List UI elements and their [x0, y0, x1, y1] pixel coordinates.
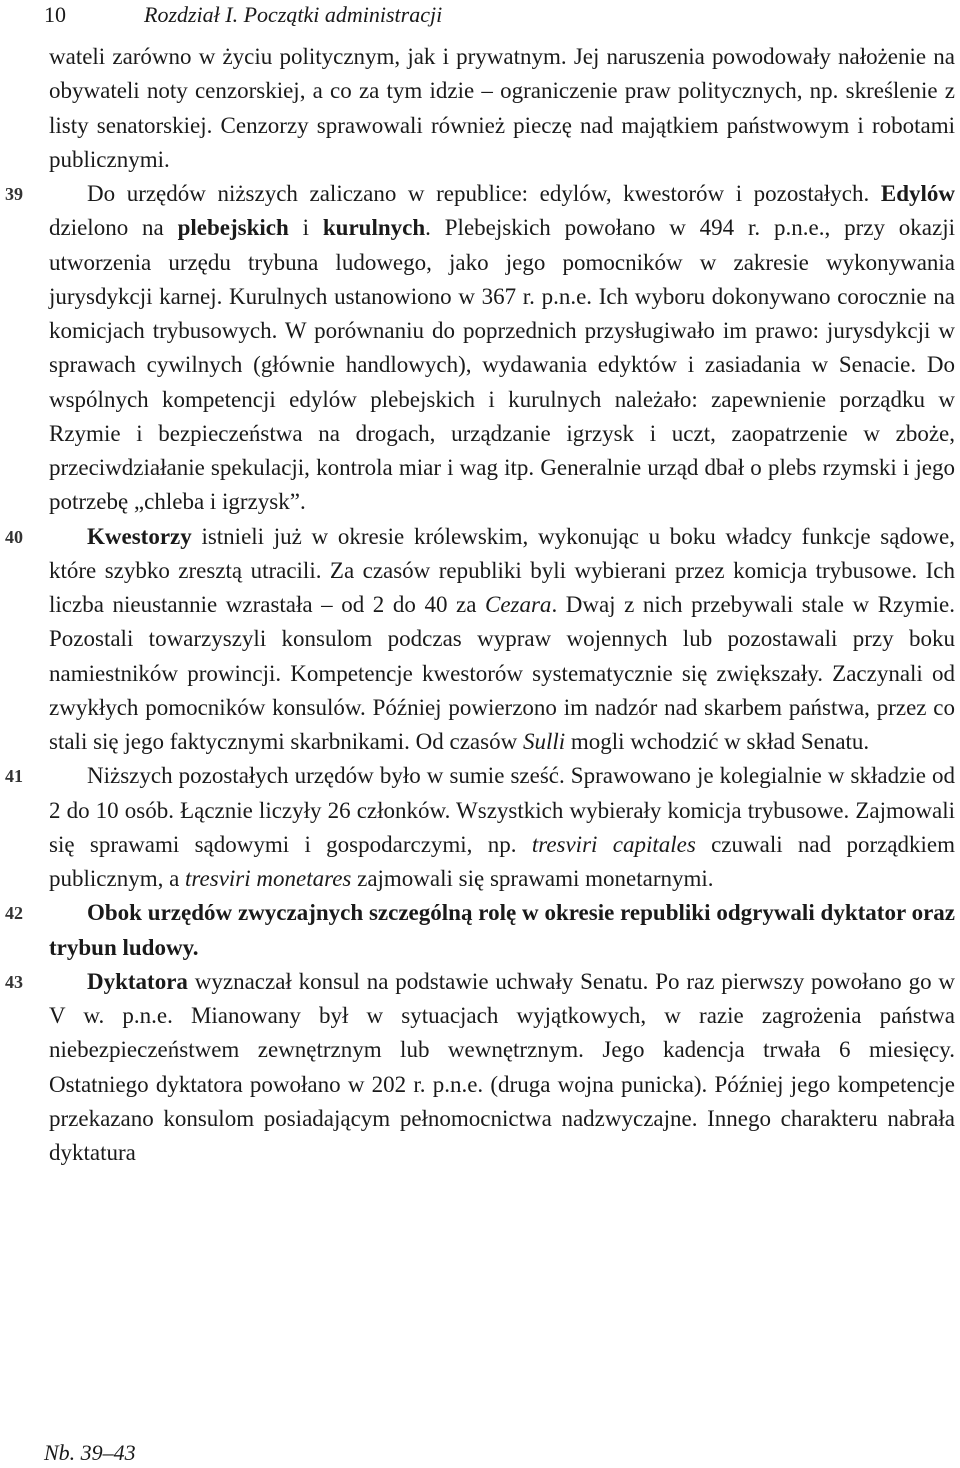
text-run: Niższych pozostałych urzędów było w sumie sześć. Sprawowano je kolegialnie w składzie od 2 do 10 osób. Łącznie liczyły 26 członków. Wszystkich wybierały komicja trybusowe. Zajmowali się sprawami sądowymi i gospodarczymi, np. [49, 763, 955, 857]
text-run: czuwali nad porządkiem publicznym, a [49, 831, 956, 891]
text-run: wyznaczał konsul na podstawie uchwały Senatu. Po raz pierwszy powołano go w V w. p.n.e. Mianowany był w sytuacjach wyjątkowych, w razie zagrożenia państwa niebezpieczeństwem zewnętrznym lub wewnętrznym. Jego kadencja trwała 6 miesięcy. Ostatniego dyktatora powołano w 202 r. p.n.e. (druga wojna punicka). Później jego kompetencje przekazano konsulom posiadającym pełnomocnictwa nadzwyczajne. Innego charakteru nabrała dyktatura [49, 968, 955, 1165]
text-run: wateli zarówno w życiu politycznym, jak i prywatnym. Jej naruszenia powodowały nałożenie na obywateli noty cenzorskiej, a co za tym idzie – ograniczenie praw politycznych, np. skreślenie z listy senatorskiej. Cenzorzy sprawowali również pieczę nad majątkiem państwowym i robotami publicznymi. [49, 44, 955, 172]
paragraph [49, 40, 955, 177]
body-text [5, 40, 956, 1170]
text-run: Do urzędów niższych zaliczano w republice: edylów, kwestorów i pozostałych. [87, 181, 881, 206]
page-number: 10 [44, 2, 66, 27]
margin-number: 41 [5, 766, 23, 787]
paragraph [5, 177, 955, 520]
margin-number: 39 [5, 184, 23, 204]
text-run: plebejskich [177, 215, 289, 241]
text-run: i [288, 215, 323, 241]
margin-number-reference: Nb. 39–43 [44, 1440, 136, 1465]
text-run: tresviri monetares [185, 866, 352, 891]
text-run: kurulnych [322, 215, 426, 241]
text-run: . Plebejskich powołano w 494 r. p.n.e., przy okazji utworzenia urzędu trybuna ludowego, jako jego pomocników w zakresie wykonywania jurysdykcji karnej. Kurulnych ustanowiono w 367 r. p.n.e. Ich wyboru dokonywano corocznie na komicjach trybusowych. W porównaniu do poprzednich przysługiwało im prawo: jurysdykcji w sprawach cywilnych (głównie handlowych), wydawania edyktów i zasiadania w Senacie. Do wspólnych kompetencji edylów plebejskich i kurulnych należało: zapewnienie porządku w Rzymie i bezpieczeństwa na drogach, urządzanie igrzysk i uczt, zaopatrzenie w zboże, przeciwdziałanie spekulacji, kontrola miar i wag itp. Generalnie urząd dbał o plebs rzymski i jego potrzebę „chleba i igrzysk”. [49, 215, 955, 515]
margin-number: 40 [5, 526, 23, 547]
text-run: istnieli już w okresie królewskim, wykonując u boku władcy funkcje sądowe, które szybko zresztą utracili. Za czasów republiki byli wybierani przez komicja trybusowe. Ich liczba nieustannie wzrastała – od 2 do 40 za [49, 523, 955, 617]
text-run: . Dwaj z nich przebywali stale w Rzymie. Pozostali towarzyszyli konsulom podczas wypraw wojennych lub pozostawali przy boku namiestników prowincji. Kompetencje kwestorów systematycznie się zwiększały. Zaczynali od zwykłych pomocników konsulów. Później powierzono im nadzór nad skarbem państwa, przez co stali się jego faktycznymi skarbnikami. Od czasów [49, 592, 955, 754]
text-run: Sulli [522, 729, 566, 754]
running-head [44, 0, 442, 30]
paragraph [5, 759, 956, 896]
margin-number: 43 [5, 971, 23, 992]
text-run: Obok urzędów zwyczajnych szczególną rolę w okresie republiki odgrywali dyktator oraz trybun ludowy. [49, 900, 955, 960]
text-run: Dyktatora [87, 968, 188, 994]
text-run: zajmowali się sprawami monetarnymi. [351, 866, 714, 891]
paragraph [5, 965, 955, 1171]
text-run: Edylów [880, 181, 955, 206]
text-run: Kwestorzy [87, 523, 192, 549]
text-run: Cezara [484, 592, 552, 617]
paragraph [5, 520, 955, 760]
running-title: Rozdział I. Początki administracji [144, 2, 443, 27]
text-run: tresviri capitales [531, 831, 696, 857]
text-run: mogli wchodzić w skład Senatu. [565, 729, 870, 754]
text-run: dzielono na [49, 215, 178, 241]
margin-number: 42 [5, 903, 23, 924]
paragraph [5, 896, 955, 965]
